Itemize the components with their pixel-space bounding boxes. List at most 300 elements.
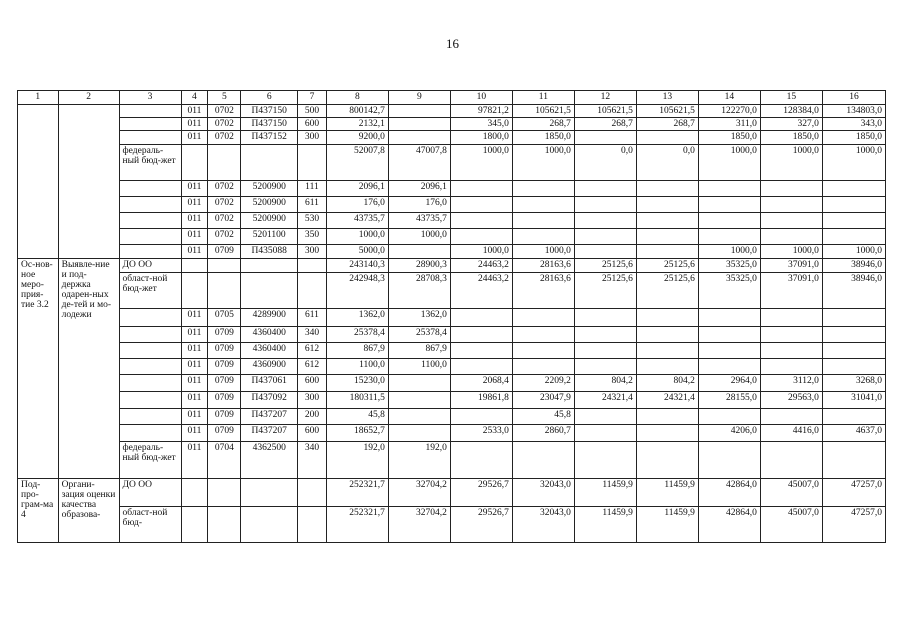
cell-col7: 611 [298,309,327,327]
cell-col8: 252321,7 [326,507,388,543]
cell-col16: 3268,0 [822,375,885,392]
cell-col15 [760,343,822,359]
cell-col16: 343,0 [822,118,885,131]
cell-col12 [574,425,636,442]
cell-col16 [822,213,885,229]
cell-col8: 176,0 [326,197,388,213]
cell-col8: 5000,0 [326,245,388,259]
table-row [18,229,886,245]
cell-col10: 2533,0 [450,425,512,442]
cell-col6 [241,259,298,273]
table-row [18,359,886,375]
cell-col6 [241,507,298,543]
cell-col9 [388,392,450,409]
cell-col4: 011 [181,392,208,409]
cell-col10: 24463,2 [450,259,512,273]
cell-col11: 1850,0 [512,131,574,145]
header-cell-1: 1 [18,91,59,105]
cell-col12: 105621,5 [574,105,636,118]
cell-col9: 2096,1 [388,181,450,197]
cell-col4: 011 [181,359,208,375]
cell-col5: 0709 [208,327,241,343]
cell-col10: 1000,0 [450,245,512,259]
cell-col4: 011 [181,442,208,479]
cell-col12: 11459,9 [574,507,636,543]
cell-col6 [241,273,298,309]
table-row [18,327,886,343]
cell-col11 [512,327,574,343]
cell-col10 [450,213,512,229]
cell-col13 [636,197,698,213]
header-cell-16: 16 [822,91,885,105]
cell-col15: 327,0 [760,118,822,131]
cell-col4: 011 [181,245,208,259]
cell-col15: 29563,0 [760,392,822,409]
cell-col12: 0,0 [574,145,636,181]
cell-col3 [119,375,181,392]
cell-col15: 45007,0 [760,479,822,507]
cell-col16: 38946,0 [822,273,885,309]
cell-col8: 252321,7 [326,479,388,507]
cell-col14: 4206,0 [698,425,760,442]
cell-col4: 011 [181,213,208,229]
cell-col6 [241,479,298,507]
cell-col11: 1000,0 [512,145,574,181]
cell-col9: 192,0 [388,442,450,479]
cell-col9: 28900,3 [388,259,450,273]
cell-col3 [119,359,181,375]
cell-col3: федераль-ный бюд-жет [119,442,181,479]
cell-col9 [388,118,450,131]
cell-col6: П437152 [241,131,298,145]
cell-col8: 45,8 [326,409,388,425]
cell-col5: 0702 [208,213,241,229]
cell-col7 [298,273,327,309]
cell-col11 [512,229,574,245]
cell-col13: 25125,6 [636,259,698,273]
cell-col5 [208,273,241,309]
cell-col6: 4289900 [241,309,298,327]
cell-col7: 350 [298,229,327,245]
cell-col7 [298,507,327,543]
cell-col4 [181,145,208,181]
cell-col6: П437061 [241,375,298,392]
cell-col5: 0709 [208,245,241,259]
cell-col5: 0702 [208,118,241,131]
cell-col11: 105621,5 [512,105,574,118]
cell-col8: 15230,0 [326,375,388,392]
cell-col9: 867,9 [388,343,450,359]
cell-col6 [241,145,298,181]
cell-col12 [574,309,636,327]
table-row [18,392,886,409]
cell-col4 [181,273,208,309]
cell-col4: 011 [181,229,208,245]
header-cell-14: 14 [698,91,760,105]
cell-col11 [512,181,574,197]
cell-col6: 4360400 [241,343,298,359]
cell-col14 [698,229,760,245]
cell-col9: 47007,8 [388,145,450,181]
cell-col8: 9200,0 [326,131,388,145]
cell-col10 [450,327,512,343]
table-row [18,118,886,131]
cell-col7: 300 [298,245,327,259]
cell-col10: 24463,2 [450,273,512,309]
cell-col3 [119,409,181,425]
cell-col14 [698,197,760,213]
cell-col7: 600 [298,375,327,392]
cell-col9: 1100,0 [388,359,450,375]
table-row [18,409,886,425]
cell-col4: 011 [181,181,208,197]
cell-col3 [119,343,181,359]
table-row [18,197,886,213]
cell-col14 [698,327,760,343]
cell-col6: 5200900 [241,181,298,197]
cell-col8: 1100,0 [326,359,388,375]
cell-col9: 43735,7 [388,213,450,229]
cell-col12 [574,131,636,145]
cell-col12 [574,327,636,343]
cell-col5: 0709 [208,343,241,359]
group-cell-col1 [18,105,59,259]
cell-col10 [450,343,512,359]
cell-col14 [698,181,760,197]
cell-col3 [119,105,181,118]
cell-col13: 268,7 [636,118,698,131]
cell-col4: 011 [181,327,208,343]
cell-col7: 300 [298,392,327,409]
table-row [18,425,886,442]
cell-col4: 011 [181,343,208,359]
cell-col10: 29526,7 [450,479,512,507]
cell-col16 [822,309,885,327]
cell-col4: 011 [181,409,208,425]
cell-col13 [636,229,698,245]
cell-col15: 37091,0 [760,259,822,273]
cell-col13 [636,343,698,359]
cell-col14: 28155,0 [698,392,760,409]
cell-col9 [388,409,450,425]
cell-col9 [388,131,450,145]
cell-col11 [512,309,574,327]
header-cell-12: 12 [574,91,636,105]
cell-col6: П437207 [241,425,298,442]
cell-col14: 1000,0 [698,145,760,181]
header-cell-3: 3 [119,91,181,105]
cell-col14 [698,343,760,359]
cell-col6: 4360400 [241,327,298,343]
cell-col10: 1000,0 [450,145,512,181]
cell-col5: 0704 [208,442,241,479]
cell-col3 [119,131,181,145]
cell-col11: 32043,0 [512,507,574,543]
cell-col16: 47257,0 [822,479,885,507]
cell-col13: 105621,5 [636,105,698,118]
cell-col5: 0705 [208,309,241,327]
cell-col12 [574,213,636,229]
cell-col16: 134803,0 [822,105,885,118]
cell-col3 [119,197,181,213]
cell-col12: 804,2 [574,375,636,392]
cell-col12 [574,409,636,425]
table-row [18,507,886,543]
cell-col6: П437207 [241,409,298,425]
cell-col15 [760,442,822,479]
cell-col8: 25378,4 [326,327,388,343]
cell-col12 [574,181,636,197]
cell-col15 [760,229,822,245]
cell-col7 [298,479,327,507]
table-row [18,273,886,309]
cell-col3 [119,392,181,409]
group-cell-col1: Ос-нов-ное меро-прия-тие 3.2 [18,259,59,479]
cell-col8: 800142,7 [326,105,388,118]
cell-col12: 24321,4 [574,392,636,409]
cell-col16: 4637,0 [822,425,885,442]
cell-col5 [208,145,241,181]
cell-col13 [636,245,698,259]
cell-col12: 11459,9 [574,479,636,507]
cell-col3 [119,229,181,245]
cell-col13 [636,309,698,327]
cell-col4: 011 [181,105,208,118]
cell-col13 [636,327,698,343]
cell-col7: 300 [298,131,327,145]
cell-col14 [698,213,760,229]
cell-col3 [119,213,181,229]
cell-col16: 31041,0 [822,392,885,409]
cell-col8: 52007,8 [326,145,388,181]
cell-col7: 612 [298,343,327,359]
cell-col16 [822,181,885,197]
group-cell-col2 [58,105,119,259]
cell-col7: 530 [298,213,327,229]
cell-col9: 1000,0 [388,229,450,245]
cell-col7: 612 [298,359,327,375]
cell-col4: 011 [181,375,208,392]
cell-col6: 4362500 [241,442,298,479]
cell-col3 [119,327,181,343]
cell-col11: 2209,2 [512,375,574,392]
cell-col11 [512,442,574,479]
cell-col15: 1850,0 [760,131,822,145]
cell-col16 [822,343,885,359]
cell-col11: 32043,0 [512,479,574,507]
cell-col8: 18652,7 [326,425,388,442]
header-cell-4: 4 [181,91,208,105]
cell-col14: 42864,0 [698,507,760,543]
cell-col4 [181,259,208,273]
cell-col3 [119,245,181,259]
cell-col10: 19861,8 [450,392,512,409]
cell-col5 [208,259,241,273]
cell-col8: 180311,5 [326,392,388,409]
cell-col12 [574,359,636,375]
cell-col3: ДО ОО [119,479,181,507]
cell-col3: област-ной бюд-жет [119,273,181,309]
cell-col15: 4416,0 [760,425,822,442]
cell-col11 [512,213,574,229]
cell-col8: 867,9 [326,343,388,359]
table-row [18,343,886,359]
cell-col3 [119,181,181,197]
table-row [18,145,886,181]
cell-col7: 340 [298,327,327,343]
header-cell-10: 10 [450,91,512,105]
cell-col10: 2068,4 [450,375,512,392]
cell-col14: 122270,0 [698,105,760,118]
header-cell-2: 2 [58,91,119,105]
table-row [18,259,886,273]
cell-col13: 804,2 [636,375,698,392]
cell-col9 [388,105,450,118]
header-cell-15: 15 [760,91,822,105]
cell-col3 [119,118,181,131]
cell-col10: 345,0 [450,118,512,131]
cell-col6: П437150 [241,118,298,131]
cell-col11 [512,197,574,213]
cell-col15 [760,181,822,197]
cell-col4: 011 [181,197,208,213]
cell-col10 [450,181,512,197]
table-row [18,479,886,507]
cell-col10: 97821,2 [450,105,512,118]
cell-col4 [181,507,208,543]
cell-col4: 011 [181,425,208,442]
cell-col13 [636,181,698,197]
cell-col7: 600 [298,425,327,442]
cell-col7: 340 [298,442,327,479]
header-cell-11: 11 [512,91,574,105]
cell-col7: 200 [298,409,327,425]
cell-col6: 5200900 [241,197,298,213]
cell-col7 [298,259,327,273]
cell-col13 [636,131,698,145]
cell-col14: 1850,0 [698,131,760,145]
cell-col16: 1850,0 [822,131,885,145]
cell-col5 [208,507,241,543]
cell-col14 [698,409,760,425]
table-row [18,181,886,197]
cell-col13: 24321,4 [636,392,698,409]
cell-col13: 25125,6 [636,273,698,309]
cell-col11 [512,343,574,359]
cell-col5: 0709 [208,409,241,425]
header-cell-6: 6 [241,91,298,105]
cell-col14: 2964,0 [698,375,760,392]
cell-col10 [450,409,512,425]
cell-col16: 1000,0 [822,245,885,259]
cell-col15: 45007,0 [760,507,822,543]
table-row [18,309,886,327]
cell-col4 [181,479,208,507]
cell-col5: 0702 [208,181,241,197]
cell-col12 [574,245,636,259]
group-cell-col2: Выявле-ние и под-держка одарен-ных де-тей и мо-лодежи [58,259,119,479]
cell-col8: 2132,1 [326,118,388,131]
cell-col14: 311,0 [698,118,760,131]
cell-col15: 37091,0 [760,273,822,309]
cell-col14 [698,309,760,327]
cell-col3 [119,425,181,442]
cell-col13: 11459,9 [636,479,698,507]
cell-col8: 43735,7 [326,213,388,229]
cell-col13 [636,359,698,375]
cell-col5: 0702 [208,229,241,245]
header-cell-7: 7 [298,91,327,105]
cell-col5: 0709 [208,375,241,392]
cell-col15: 1000,0 [760,145,822,181]
cell-col16 [822,359,885,375]
cell-col7: 600 [298,118,327,131]
cell-col14 [698,442,760,479]
cell-col12: 25125,6 [574,259,636,273]
cell-col4: 011 [181,131,208,145]
cell-col13 [636,425,698,442]
cell-col8: 1000,0 [326,229,388,245]
cell-col7: 500 [298,105,327,118]
cell-col9 [388,375,450,392]
cell-col5 [208,479,241,507]
cell-col3 [119,309,181,327]
table-row [18,375,886,392]
cell-col10 [450,309,512,327]
cell-col15: 128384,0 [760,105,822,118]
cell-col10 [450,442,512,479]
table-row [18,442,886,479]
table-row [18,105,886,118]
cell-col10: 1800,0 [450,131,512,145]
cell-col16 [822,442,885,479]
cell-col8: 192,0 [326,442,388,479]
cell-col13 [636,442,698,479]
table-row [18,245,886,259]
header-cell-13: 13 [636,91,698,105]
cell-col11 [512,359,574,375]
table-header-row [18,91,886,105]
cell-col3: област-ной бюд- [119,507,181,543]
cell-col9: 25378,4 [388,327,450,343]
cell-col5: 0702 [208,131,241,145]
group-cell-col1: Под-про-грам-ма 4 [18,479,59,543]
cell-col5: 0709 [208,359,241,375]
cell-col15: 3112,0 [760,375,822,392]
cell-col15 [760,409,822,425]
cell-col15: 1000,0 [760,245,822,259]
cell-col4: 011 [181,309,208,327]
cell-col9 [388,245,450,259]
cell-col14: 42864,0 [698,479,760,507]
cell-col6: 5200900 [241,213,298,229]
cell-col5: 0702 [208,105,241,118]
cell-col3: федераль-ный бюд-жет [119,145,181,181]
cell-col15 [760,213,822,229]
page-number: 16 [446,36,459,51]
cell-col11: 2860,7 [512,425,574,442]
cell-col13: 11459,9 [636,507,698,543]
cell-col14 [698,359,760,375]
cell-col11: 268,7 [512,118,574,131]
cell-col12: 25125,6 [574,273,636,309]
cell-col16 [822,409,885,425]
cell-col3: ДО ОО [119,259,181,273]
cell-col6: П435088 [241,245,298,259]
cell-col6: П437092 [241,392,298,409]
cell-col9: 1362,0 [388,309,450,327]
cell-col8: 242948,3 [326,273,388,309]
